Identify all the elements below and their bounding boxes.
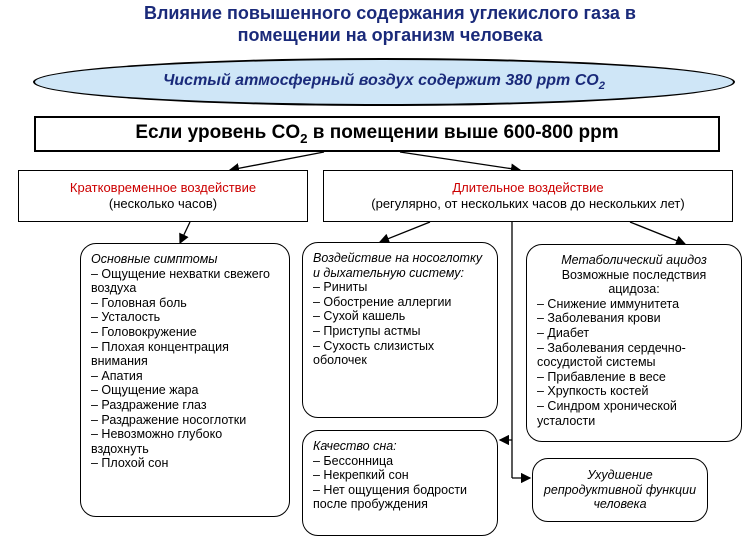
list-item: – Головная боль: [91, 295, 187, 310]
clean-air-text: Чистый атмосферный воздух содержит 380 ppm $CO_2$: [163, 71, 605, 93]
arrow-to-long-term: [400, 152, 520, 170]
sleep-header: Качество сна:: [313, 439, 397, 453]
clean-air-ellipse: [33, 58, 735, 106]
list-item: – Обострение аллергии: [313, 294, 452, 309]
acidosis-header: Метаболический ацидоз: [561, 253, 707, 267]
reproductive-box: [532, 458, 708, 522]
list-item: – Нет ощущения бодрости после пробуждения: [313, 482, 468, 512]
list-item: – Снижение иммунитета: [537, 296, 680, 311]
co2-threshold-text: Если уровень $CO_2$ в помещении выше 600-800 ppm: [135, 122, 619, 146]
list-item: – Хрупкость костей: [537, 384, 649, 399]
arrow-to-acidosis: [630, 222, 685, 244]
list-item: – Бессонница: [313, 453, 394, 468]
long-term-title: Длительное воздействие: [452, 180, 604, 195]
list-item: – Заболевания сердечно-сосудистой системы: [537, 340, 686, 370]
arrow-to-symptoms: [180, 222, 190, 243]
short-term-subtitle: (несколько часов): [108, 196, 218, 211]
list-item: – Раздражение глаз: [91, 397, 207, 412]
list-item: – Ощущение нехватки свежего воздуха: [91, 266, 270, 296]
long-term-box: [323, 170, 733, 222]
sleep-box: [302, 430, 498, 536]
symptoms-header: Основные симптомы: [91, 252, 218, 266]
list-item: – Плохая концентрация внимания: [91, 339, 229, 369]
co2-threshold-box: [34, 116, 720, 152]
title-line-1: Влияние повышенного содержания углекислого газа в: [144, 3, 636, 23]
respiratory-box: [302, 242, 498, 418]
acidosis-box: [526, 244, 742, 442]
list-item: – Усталость: [91, 310, 161, 325]
list-item: – Головокружение: [91, 324, 197, 339]
list-item: – Апатия: [91, 368, 143, 383]
short-term-box: [18, 170, 308, 222]
list-item: – Раздражение носоглотки: [91, 412, 247, 427]
list-item: – Невозможно глубоко вздохнуть: [91, 427, 223, 456]
symptoms-box: [80, 243, 290, 517]
long-term-subtitle: (регулярно, от нескольких часов до нескольких лет): [371, 196, 685, 211]
list-item: – Прибавление в весе: [537, 369, 666, 384]
list-item: – Некрепкий сон: [313, 468, 409, 483]
list-item: – Диабет: [537, 325, 590, 340]
reproductive-text: Ухудшение репродуктивной функции человека: [543, 468, 697, 512]
list-item: – Сухой кашель: [313, 309, 406, 324]
list-item: – Плохой сон: [91, 456, 169, 471]
list-item: – Ощущение жара: [91, 383, 199, 398]
arrow-to-respiratory: [380, 222, 430, 242]
list-item: – Приступы астмы: [313, 323, 421, 338]
short-term-title: Кратковременное воздействие: [69, 180, 257, 195]
list-item: – Сухость слизистых оболочек: [313, 338, 435, 368]
page-title: [40, 2, 740, 46]
list-item: – Риниты: [313, 280, 368, 295]
respiratory-header: Воздействие на носоглотку и дыхательную систему:: [313, 251, 483, 280]
list-item: – Заболевания крови: [537, 311, 661, 326]
acidosis-subheader: Возможные последствия ацидоза:: [561, 267, 707, 297]
arrow-to-short-term: [230, 152, 324, 170]
list-item: – Синдром хронической усталости: [537, 398, 677, 428]
title-line-2: помещении на организм человека: [237, 25, 543, 45]
